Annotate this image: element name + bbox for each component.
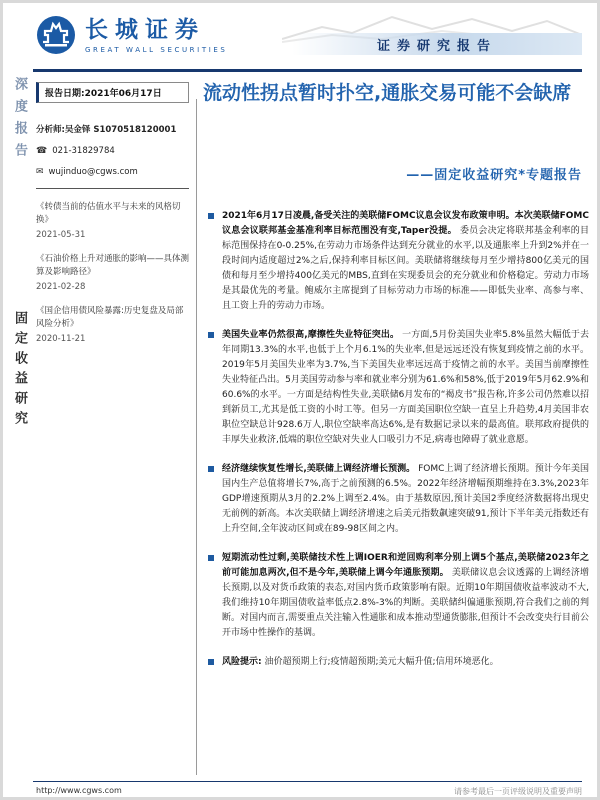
- report-type-label: 证券研究报告: [376, 38, 497, 54]
- report-type-banner: [292, 33, 582, 55]
- analyst-line: 分析师:吴金铎 S1070518120001: [36, 125, 177, 135]
- greatwall-logo-icon: [36, 15, 76, 55]
- analyst-email[interactable]: wujinduo@cgws.com: [48, 167, 138, 177]
- column-divider: [196, 99, 197, 775]
- bullet-square-icon: [208, 466, 214, 472]
- sidebar-label-depth-report: 深度报告: [12, 77, 27, 165]
- paragraph-body: FOMC上调了经济增长预期。预计今年美国国内生产总值将增长7%,高于之前预测的6.5%。2022年经济增幅预期维持在3.3%,2023年GDP增速预期从3月的2.2%上调至2.4%。由于基数原因,预计美国2季度经济数据将出现史无前例的新高。本次美联储上调经济增速之后美元指数飙速突破91,预计下半年美元指数还有上升空间,全年波动区间或在89-98区间之内。: [222, 464, 590, 534]
- phone-icon: ☎: [36, 146, 48, 156]
- report-paragraph: [208, 209, 589, 314]
- related-report-item: [36, 305, 189, 346]
- report-paragraph: [208, 551, 589, 641]
- report-body: [208, 209, 589, 684]
- bullet-square-icon: [208, 555, 214, 561]
- header-divider: [33, 69, 582, 72]
- header: [36, 13, 582, 65]
- paragraph-lead: 短期流动性过剩,美联储技术性上调IOER和逆回购利率分别上调5个基点,美联储2023年之前可能加息两次,但不是今年,美联储上调今年通胀预期。: [222, 553, 589, 578]
- brand-logo: [36, 15, 227, 55]
- paragraph-lead: 2021年6月17日凌晨,备受关注的美联储FOMC议息会议发布政策申明。本次美联储FOMC议息会议联邦基金基准利率目标范围没有变,Taper没提。: [222, 211, 589, 236]
- paragraph-body: 委员会决定将联邦基金利率的目标范围保持在0-0.25%,在劳动力市场条件达到充分就业的水平,以及通胀率上升到2%并在一段时间内适度超过2%之后,保持利率目标区间。美联储将继续每月至少增持800亿美元的国债和每月至少增持400亿美元的MBS,直到在实现委员会的充分就业和价格稳定。劳动力市场是其最优先的考量。鲍威尔主席提到了目标劳动力市场的标准——即低失业率、高参与率、且工资上升的劳动力市场。: [222, 226, 589, 311]
- bullet-square-icon: [208, 213, 214, 219]
- paragraph-body: 美联储议息会议透露的上调经济增长预期,以及对货币政策的表态,对国内货币政策影响有限。近期10年期国债收益率波动不大,我们维持10年期国债收益率低点2.8%-3%的判断。美联储纠偏通胀预期,符合我们之前的判断。对国内而言,需要重点关注输入性通胀和成本推动型通货膨胀,但预计不会改变央行目前公开市场中性操作的基调。: [222, 568, 589, 638]
- risk-label: 风险提示:: [222, 657, 262, 667]
- bullet-square-icon: [208, 659, 214, 665]
- risk-warning: [208, 655, 589, 670]
- analyst-email-row: [36, 167, 189, 177]
- bullet-square-icon: [208, 332, 214, 338]
- related-report-title: 《石油价格上升对通胀的影响——具体测算及影响路径》: [36, 254, 190, 277]
- report-title: 流动性拐点暂时扑空,通胀交易可能不会缺席: [203, 82, 572, 104]
- report-paragraph: [208, 328, 589, 448]
- brand-name-cn: 长城证券: [85, 15, 205, 43]
- paragraph-body: 一方面,5月份美国失业率5.8%虽然大幅低于去年同期13.3%的水平,也低于上个月6.1%的失业率,但是远远还没有恢复到疫情之前的水平。2019年5月美国失业率为3.7%,当下美国失业率远远高于疫情之前的水平。美国当前摩擦性失业特征凸出。5月美国劳动参与率和就业率分别为61.6%和58%,低于2019年5月62.9%和60.6%的水平。一方面是结构性失业,美联储6月发布的“褐皮书”报告称,许多公司仍然难以招到新员工,尤其是低工资的小时工等。但另一方面美国职位空缺一直呈上升趋势,4月美国非农职位空缺总计928.6万人,职位空缺率高达6%,是有数据记录以来的最高值。联邦政府提供的丰厚失业救济,低端的职位空缺对失业人口吸引力不足,病毒也障碍了就业意愿。: [222, 330, 590, 445]
- brand-text: [85, 17, 227, 54]
- analyst-divider: [36, 188, 189, 189]
- envelope-icon: ✉: [36, 167, 44, 177]
- report-subtitle: ——固定收益研究*专题报告: [406, 168, 582, 183]
- report-date: 报告日期:2021年06月17日: [45, 89, 162, 99]
- related-report-date: 2021-02-28: [36, 282, 86, 292]
- sidebar-label-fixed-income: 固定收益研究: [12, 311, 27, 431]
- risk-text: 油价超预期上行;疫情超预期;美元大幅升值;信用环境恶化。: [264, 657, 499, 667]
- footer-url[interactable]: http://www.cgws.com: [36, 786, 122, 795]
- brand-name-en: GREAT WALL SECURITIES: [85, 45, 228, 54]
- related-report-title: 《国企信用债风险暴露:历史复盘及局部风险分析》: [36, 306, 184, 329]
- footer-divider: [33, 781, 582, 782]
- report-date-box: [36, 82, 189, 103]
- related-report-date: 2020-11-21: [36, 334, 86, 344]
- paragraph-lead: 美国失业率仍然很高,摩擦性失业特征突出。: [222, 330, 400, 340]
- analyst-panel: [36, 123, 189, 357]
- related-report-title: 《转债当前的估值水平与未来的风格切换》: [36, 202, 181, 225]
- related-report-item: [36, 201, 189, 242]
- report-paragraph: [208, 462, 589, 537]
- related-report-date: 2021-05-31: [36, 230, 86, 240]
- related-report-item: [36, 253, 189, 294]
- analyst-phone: 021-31829784: [52, 146, 115, 156]
- footer-disclaimer: 请参考最后一页评级说明及重要声明: [454, 787, 582, 796]
- paragraph-lead: 经济继续恢复性增长,美联储上调经济增长预测。: [222, 464, 416, 474]
- analyst-phone-row: [36, 146, 189, 156]
